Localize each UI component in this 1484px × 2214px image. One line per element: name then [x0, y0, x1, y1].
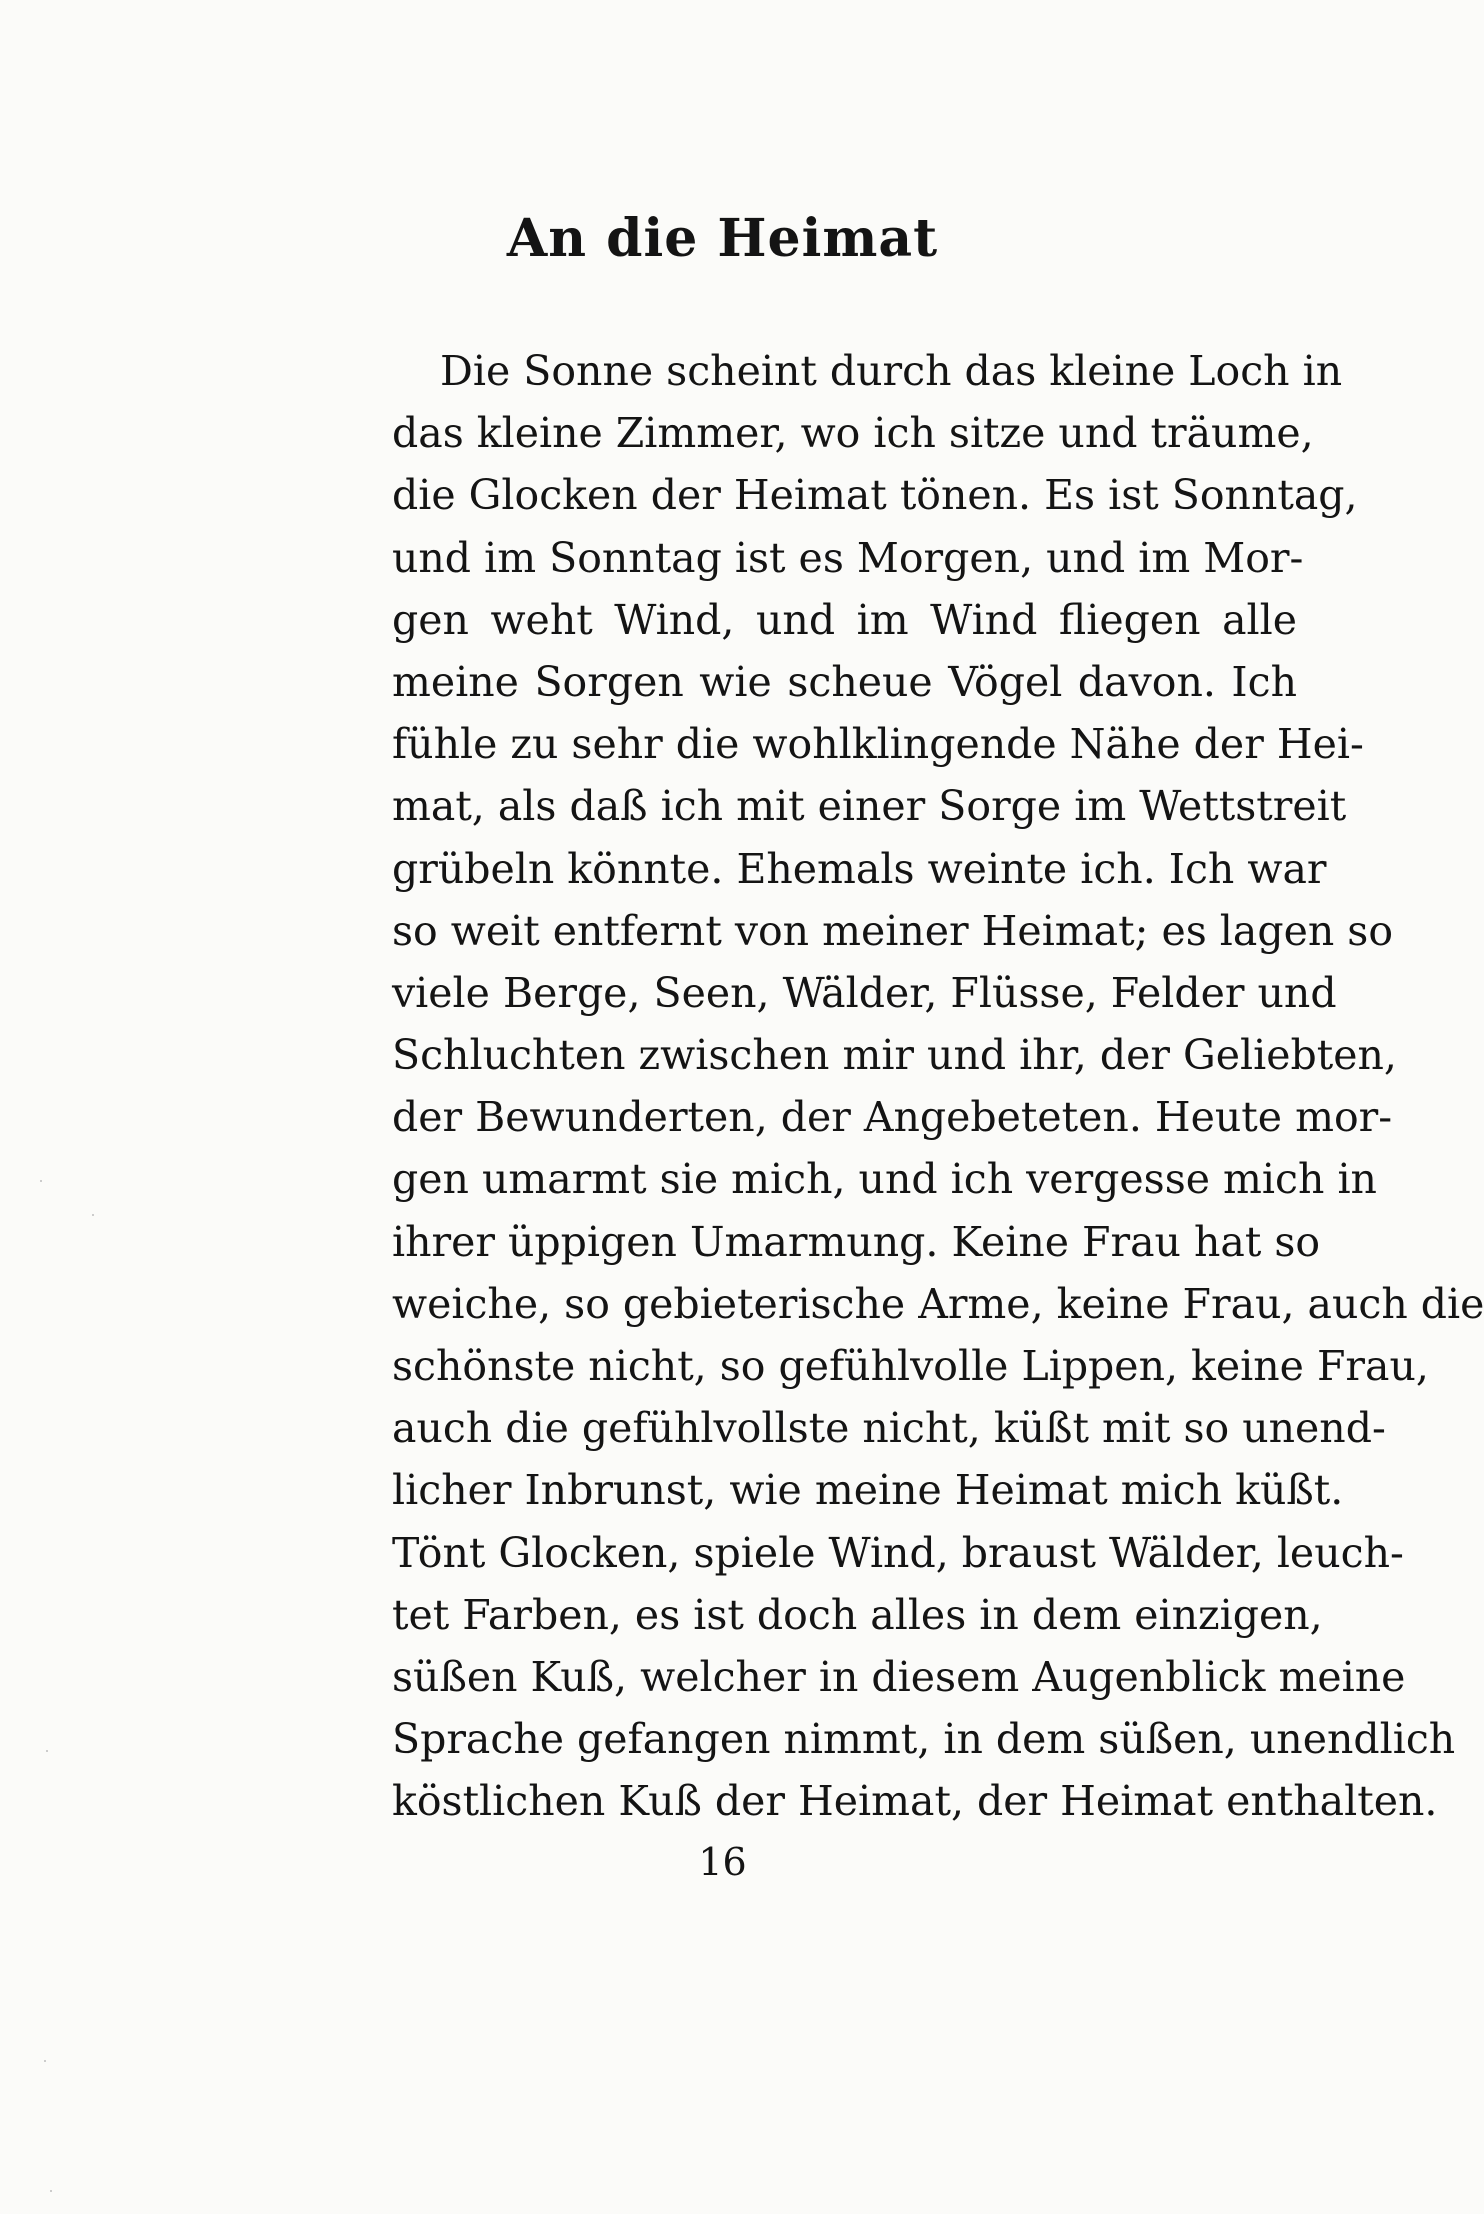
text-line: meine Sorgen wie scheue Vögel davon. Ich — [392, 657, 1297, 706]
text-line: köstlichen Kuß der Heimat, der Heimat enthalten. — [392, 1777, 1438, 1826]
text-line: mat, als daß ich mit einer Sorge im Wettstreit — [392, 782, 1347, 831]
text-line: Die Sonne scheint durch das kleine Loch in — [440, 347, 1343, 395]
text-line: Tönt Glocken, spiele Wind, braust Wälder, leuch- — [392, 1528, 1404, 1577]
text-line: der Bewunderten, der Angebeteten. Heute mor- — [392, 1093, 1393, 1142]
text-line: gen weht Wind, und im Wind fliegen alle — [392, 595, 1297, 644]
text-line: fühle zu sehr die wohlklingende Nähe der Hei- — [392, 720, 1364, 769]
text-line: die Glocken der Heimat tönen. Es ist Sonntag, — [392, 471, 1358, 520]
text-line: weiche, so gebieterische Arme, keine Frau, auch die — [392, 1279, 1484, 1328]
page-number: 16 — [698, 1840, 747, 1884]
scan-speck — [40, 1180, 42, 1182]
text-line: Sprache gefangen nimmt, in dem süßen, unendlich — [392, 1715, 1456, 1764]
scan-speck — [46, 1750, 48, 1752]
text-line: Schluchten zwischen mir und ihr, der Geliebten, — [392, 1031, 1397, 1080]
text-line: und im Sonntag ist es Morgen, und im Mor- — [392, 533, 1304, 582]
text-line: süßen Kuß, welcher in diesem Augenblick meine — [392, 1652, 1406, 1701]
scan-speck — [92, 1214, 94, 1216]
text-line: tet Farben, es ist doch alles in dem einzigen, — [392, 1590, 1323, 1639]
body-text — [392, 340, 1484, 1833]
text-line: ihrer üppigen Umarmung. Keine Frau hat so — [392, 1217, 1321, 1266]
scan-speck — [44, 2060, 46, 2062]
text-line: grübeln könnte. Ehemals weinte ich. Ich war — [392, 844, 1327, 893]
text-line: auch die gefühlvollste nicht, küßt mit so unend- — [392, 1404, 1386, 1453]
text-line: so weit entfernt von meiner Heimat; es lagen so — [392, 906, 1394, 955]
text-line: viele Berge, Seen, Wälder, Flüsse, Felder und — [392, 968, 1337, 1017]
text-line: licher Inbrunst, wie meine Heimat mich küßt. — [392, 1466, 1344, 1515]
text-line: gen umarmt sie mich, und ich vergesse mich in — [392, 1155, 1377, 1204]
text-line: das kleine Zimmer, wo ich sitze und träume, — [392, 409, 1314, 458]
scan-speck — [50, 2190, 52, 2192]
text-line: schönste nicht, so gefühlvolle Lippen, keine Frau, — [392, 1342, 1429, 1390]
page-title: An die Heimat — [506, 208, 939, 269]
